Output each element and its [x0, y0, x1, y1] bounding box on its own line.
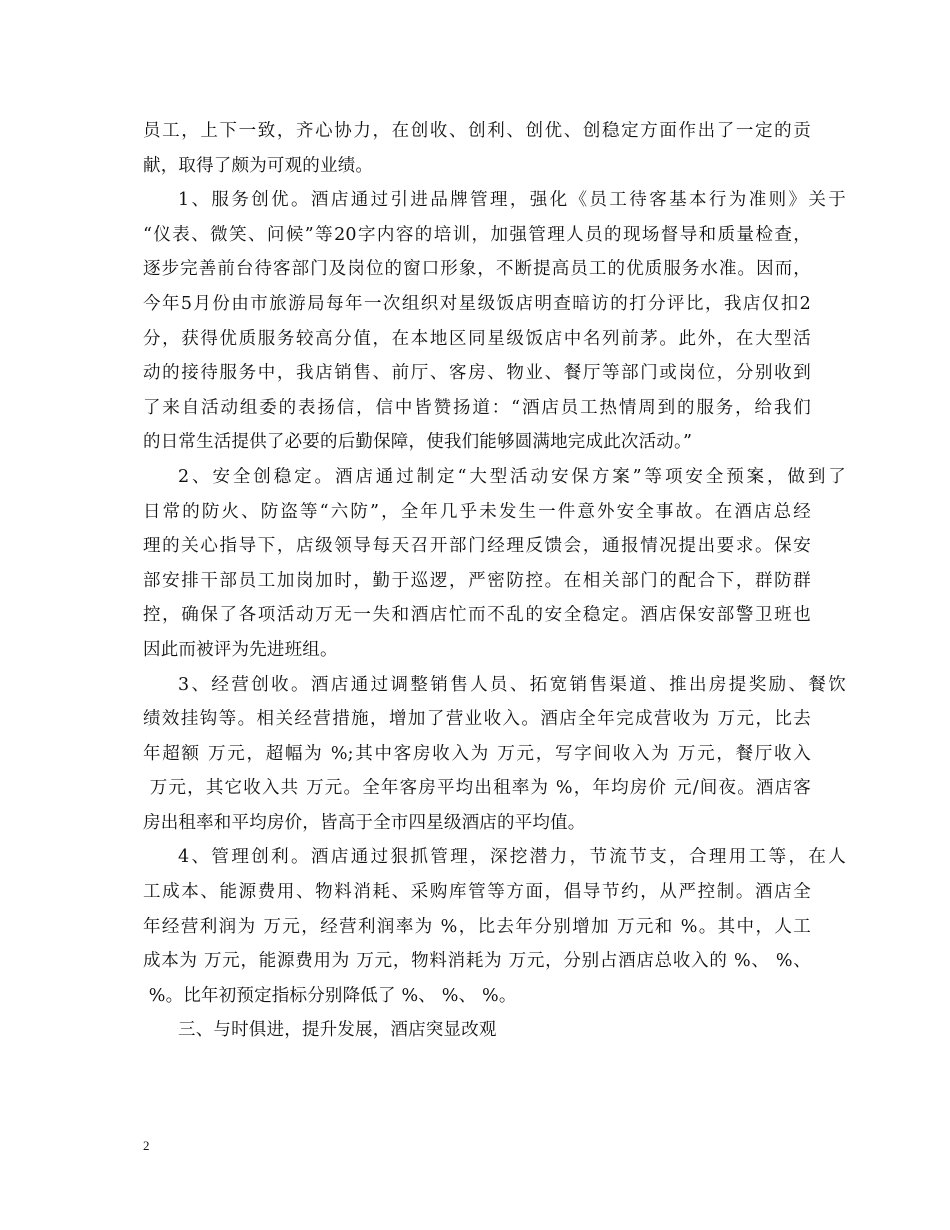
paragraph-start-line: 4、管理创利。酒店通过狠抓管理，深挖潜力，节流节支，合理用工等，在人 — [178, 847, 846, 868]
text-line: 今年5月份由市旅游局每年一次组织对星级饭店明查暗访的打分评比，我店仅扣2 — [143, 293, 811, 314]
text-line: 理的关心指导下，店级领导每天召开部门经理反馈会，通报情况提出要求。保安 — [143, 536, 811, 557]
text-line: 日常的防火、防盗等“六防”，全年几乎未发生一件意外安全事故。在酒店总经 — [143, 501, 811, 522]
text-line: %。比年初预定指标分别降低了 %、 %、 %。 — [143, 985, 517, 1006]
text-line: 年经营利润为 万元，经营利润率为 %，比去年分别增加 万元和 %。其中，人工 — [143, 916, 811, 937]
text-line: 因此而被评为先进班组。 — [143, 639, 338, 660]
text-line: 部安排干部员工加岗加时，勤于巡逻，严密防控。在相关部门的配合下，群防群 — [143, 570, 811, 591]
text-line: 分，获得优质服务较高分值，在本地区同星级饭店中名列前茅。此外，在大型活 — [143, 328, 811, 349]
text-line: 工成本、能源费用、物料消耗、采购库管等方面，倡导节约，从严控制。酒店全 — [143, 882, 811, 903]
text-line: 献，取得了颇为可观的业绩。 — [143, 155, 374, 176]
section-heading: 三、与时俱进，提升发展，酒店突显改观 — [178, 1020, 497, 1041]
text-line: 万元，其它收入共 万元。全年客房平均出租率为 %，年均房价 元/间夜。酒店客 — [143, 778, 811, 799]
text-line: 动的接待服务中，我店销售、前厅、客房、物业、餐厅等部门或岗位，分别收到 — [143, 363, 811, 384]
text-line: 成本为 万元，能源费用为 万元，物料消耗为 万元，分别占酒店总收入的 %、 %、 — [143, 951, 811, 972]
text-line: 员工，上下一致，齐心协力，在创收、创利、创优、创稳定方面作出了一定的贡 — [143, 121, 811, 141]
text-line: 房出租率和平均房价，皆高于全市四星级酒店的平均值。 — [143, 812, 586, 833]
page-number: 2 — [143, 1138, 150, 1153]
text-line: 控，确保了各项活动万无一失和酒店忙而不乱的安全稳定。酒店保安部警卫班也 — [143, 605, 811, 626]
text-line: 的日常生活提供了必要的后勤保障，使我们能够圆满地完成此次活动。” — [143, 432, 693, 453]
text-line: “仪表、微笑、问候”等20字内容的培训，加强管理人员的现场督导和质量检查， — [143, 224, 811, 245]
text-line: 逐步完善前台待客部门及岗位的窗口形象，不断提高员工的优质服务水准。因而， — [143, 259, 811, 280]
document-body — [143, 114, 846, 1048]
paragraph-start-line: 2、安全创稳定。酒店通过制定“大型活动安保方案”等项安全预案，做到了 — [178, 466, 846, 487]
text-line: 了来自活动组委的表扬信，信中皆赞扬道：“酒店员工热情周到的服务，给我们 — [143, 397, 811, 418]
paragraph-start-line: 1、服务创优。酒店通过引进品牌管理，强化《员工待客基本行为准则》关于 — [178, 190, 846, 211]
text-line: 绩效挂钩等。相关经营措施，增加了营业收入。酒店全年完成营收为 万元，比去 — [143, 709, 811, 730]
text-line: 年超额 万元，超幅为 %;其中客房收入为 万元，写字间收入为 万元，餐厅收入 — [143, 743, 811, 764]
paragraph-start-line: 3、经营创收。酒店通过调整销售人员、拓宽销售渠道、推出房提奖励、餐饮 — [178, 674, 846, 695]
